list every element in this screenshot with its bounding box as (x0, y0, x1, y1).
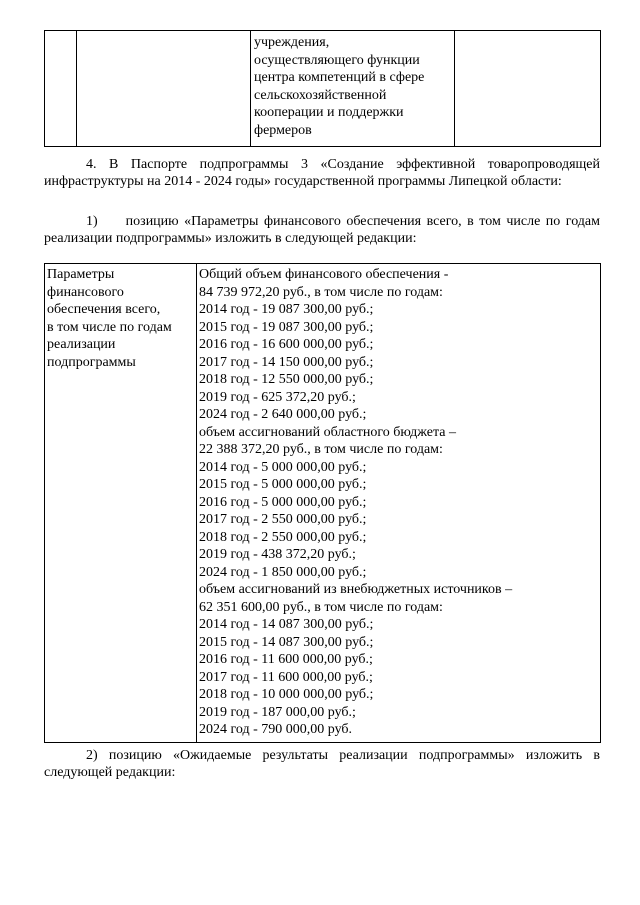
cell-text-line: кооперации и поддержки (254, 105, 404, 120)
label-line: обеспечения всего, (47, 302, 161, 317)
value-line: 2016 год - 5 000 000,00 руб.; (199, 494, 367, 510)
value-line: 2016 год - 11 600 000,00 руб.; (199, 652, 373, 667)
value-line: 2015 год - 14 087 300,00 руб.; (199, 634, 374, 650)
value-line: 2024 год - 1 850 000,00 руб.; (199, 564, 367, 580)
table-cell-extra (455, 31, 601, 147)
value-line: 2014 год - 19 087 300,00 руб.; (199, 302, 374, 317)
cell-text-line: учреждения, (254, 35, 330, 50)
value-line: 2019 год - 187 000,00 руб.; (199, 704, 356, 720)
value-line: 2017 год - 14 150 000,00 руб.; (199, 354, 374, 370)
continuation-table (44, 30, 601, 147)
value-line: 2018 год - 10 000 000,00 руб.; (199, 687, 374, 702)
table-cell-number (45, 31, 77, 147)
item-2-paragraph (44, 747, 600, 781)
value-line: объем ассигнований из внебюджетных источников – (199, 582, 513, 597)
value-line: Общий объем финансового обеспечения - (199, 267, 449, 282)
value-line: 62 351 600,00 руб., в том числе по годам: (199, 599, 443, 615)
item-2-text: 2) позицию «Ожидаемые результаты реализации подпрограммы» изложить в следующей редакции: (44, 748, 600, 780)
finance-label-cell (45, 264, 197, 743)
cell-text-line: центра компетенций в сфере (254, 70, 425, 85)
cell-text-line: фермеров (254, 122, 312, 138)
value-line: 2014 год - 5 000 000,00 руб.; (199, 459, 367, 475)
finance-parameters-table (44, 263, 601, 743)
value-line: объем ассигнований областного бюджета – (199, 424, 456, 440)
value-line: 2015 год - 5 000 000,00 руб.; (199, 477, 367, 492)
value-line: 2015 год - 19 087 300,00 руб.; (199, 319, 374, 335)
table-row (45, 264, 601, 743)
item-1-number: 1) (86, 214, 98, 229)
value-line: 2017 год - 2 550 000,00 руб.; (199, 512, 367, 527)
table-row (45, 31, 601, 147)
value-line: 2017 год - 11 600 000,00 руб.; (199, 669, 373, 685)
label-line: реализации (47, 337, 116, 352)
value-line: 2014 год - 14 087 300,00 руб.; (199, 617, 374, 632)
cell-text-line: сельскохозяйственной (254, 87, 387, 103)
finance-value-cell (197, 264, 601, 743)
value-line: 2019 год - 438 372,20 руб.; (199, 547, 356, 562)
value-line: 22 388 372,20 руб., в том числе по годам: (199, 442, 443, 457)
paragraph-4-text: 4. В Паспорте подпрограммы 3 «Создание эффективной товаропроводящей инфраструктуры на 2014 - 2024 годы» государственной программы Липецкой области: (44, 157, 600, 189)
value-line: 2016 год - 16 600 000,00 руб.; (199, 337, 374, 352)
label-line: в том числе по годам (47, 319, 172, 335)
value-line: 2018 год - 2 550 000,00 руб.; (199, 529, 367, 545)
label-line: подпрограммы (47, 354, 136, 370)
value-line: 2024 год - 2 640 000,00 руб.; (199, 407, 367, 422)
label-line: финансового (47, 284, 124, 300)
label-line: Параметры (47, 267, 115, 282)
value-line: 84 739 972,20 руб., в том числе по годам: (199, 284, 443, 300)
value-line: 2018 год - 12 550 000,00 руб.; (199, 372, 374, 387)
table-cell-executor (251, 31, 455, 147)
item-1-text: позицию «Параметры финансового обеспечения всего, в том числе по годам реализации подпрограммы» изложить в следующей редакции: (44, 214, 600, 246)
item-1-paragraph (44, 213, 600, 247)
value-line: 2024 год - 790 000,00 руб. (199, 722, 353, 737)
value-line: 2019 год - 625 372,20 руб.; (199, 389, 356, 405)
paragraph-4 (44, 156, 600, 190)
table-cell-name (77, 31, 251, 147)
cell-text-line: осуществляющего функции (254, 52, 420, 68)
